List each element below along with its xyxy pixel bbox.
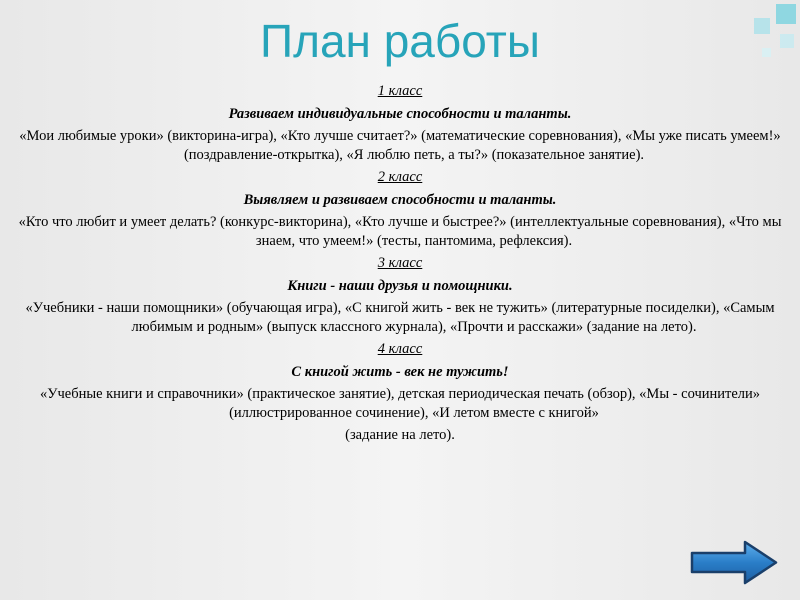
- grade-2-theme: Выявляем и развиваем способности и таланты.: [243, 191, 557, 208]
- next-slide-button[interactable]: [689, 540, 779, 585]
- grade-3-theme: Книги - наши друзья и помощники.: [287, 277, 513, 294]
- grade-2-label: 2 класс: [377, 169, 423, 185]
- slide-content: [14, 82, 786, 449]
- grade-1-theme: Развиваем индивидуальные способности и таланты.: [228, 105, 572, 122]
- slide-title: План работы: [260, 15, 540, 67]
- grade-4-label: 4 класс: [377, 341, 423, 357]
- grade-2-activities: «Кто что любит и умеет делать? (конкурс-викторина), «Кто лучше и быстрее?» (интеллектуальные соревнования), «Что мы знаем, что умеем!» (тесты, пантомима, рефлексия).: [18, 214, 782, 249]
- grade-4-theme: С книгой жить - век не тужить!: [291, 363, 509, 380]
- grade-4-activities: «Учебные книги и справочники» (практическое занятие), детская периодическая печать (обзор), «Мы - сочинители» (иллюстрированное сочинение), «И летом вместе с книгой»: [39, 386, 761, 421]
- arrow-right-icon: [689, 540, 779, 585]
- grade-3-label: 3 класс: [377, 255, 423, 271]
- grade-1-activities: «Мои любимые уроки» (викторина-игра), «Кто лучше считает?» (математические соревнования), «Мы уже писать умеем!» (поздравление-открытка), «Я люблю петь, а ты?» (показательное занятие).: [19, 128, 781, 163]
- grade-1-label: 1 класс: [377, 83, 423, 99]
- grade-3-activities: «Учебники - наши помощники» (обучающая игра), «С книгой жить - век не тужить» (литературные посиделки), «Самым любимым и родным» (выпуск классного журнала), «Прочти и расскажи» (задание на лето).: [25, 300, 775, 335]
- grade-4-note: (задание на лето).: [345, 427, 455, 443]
